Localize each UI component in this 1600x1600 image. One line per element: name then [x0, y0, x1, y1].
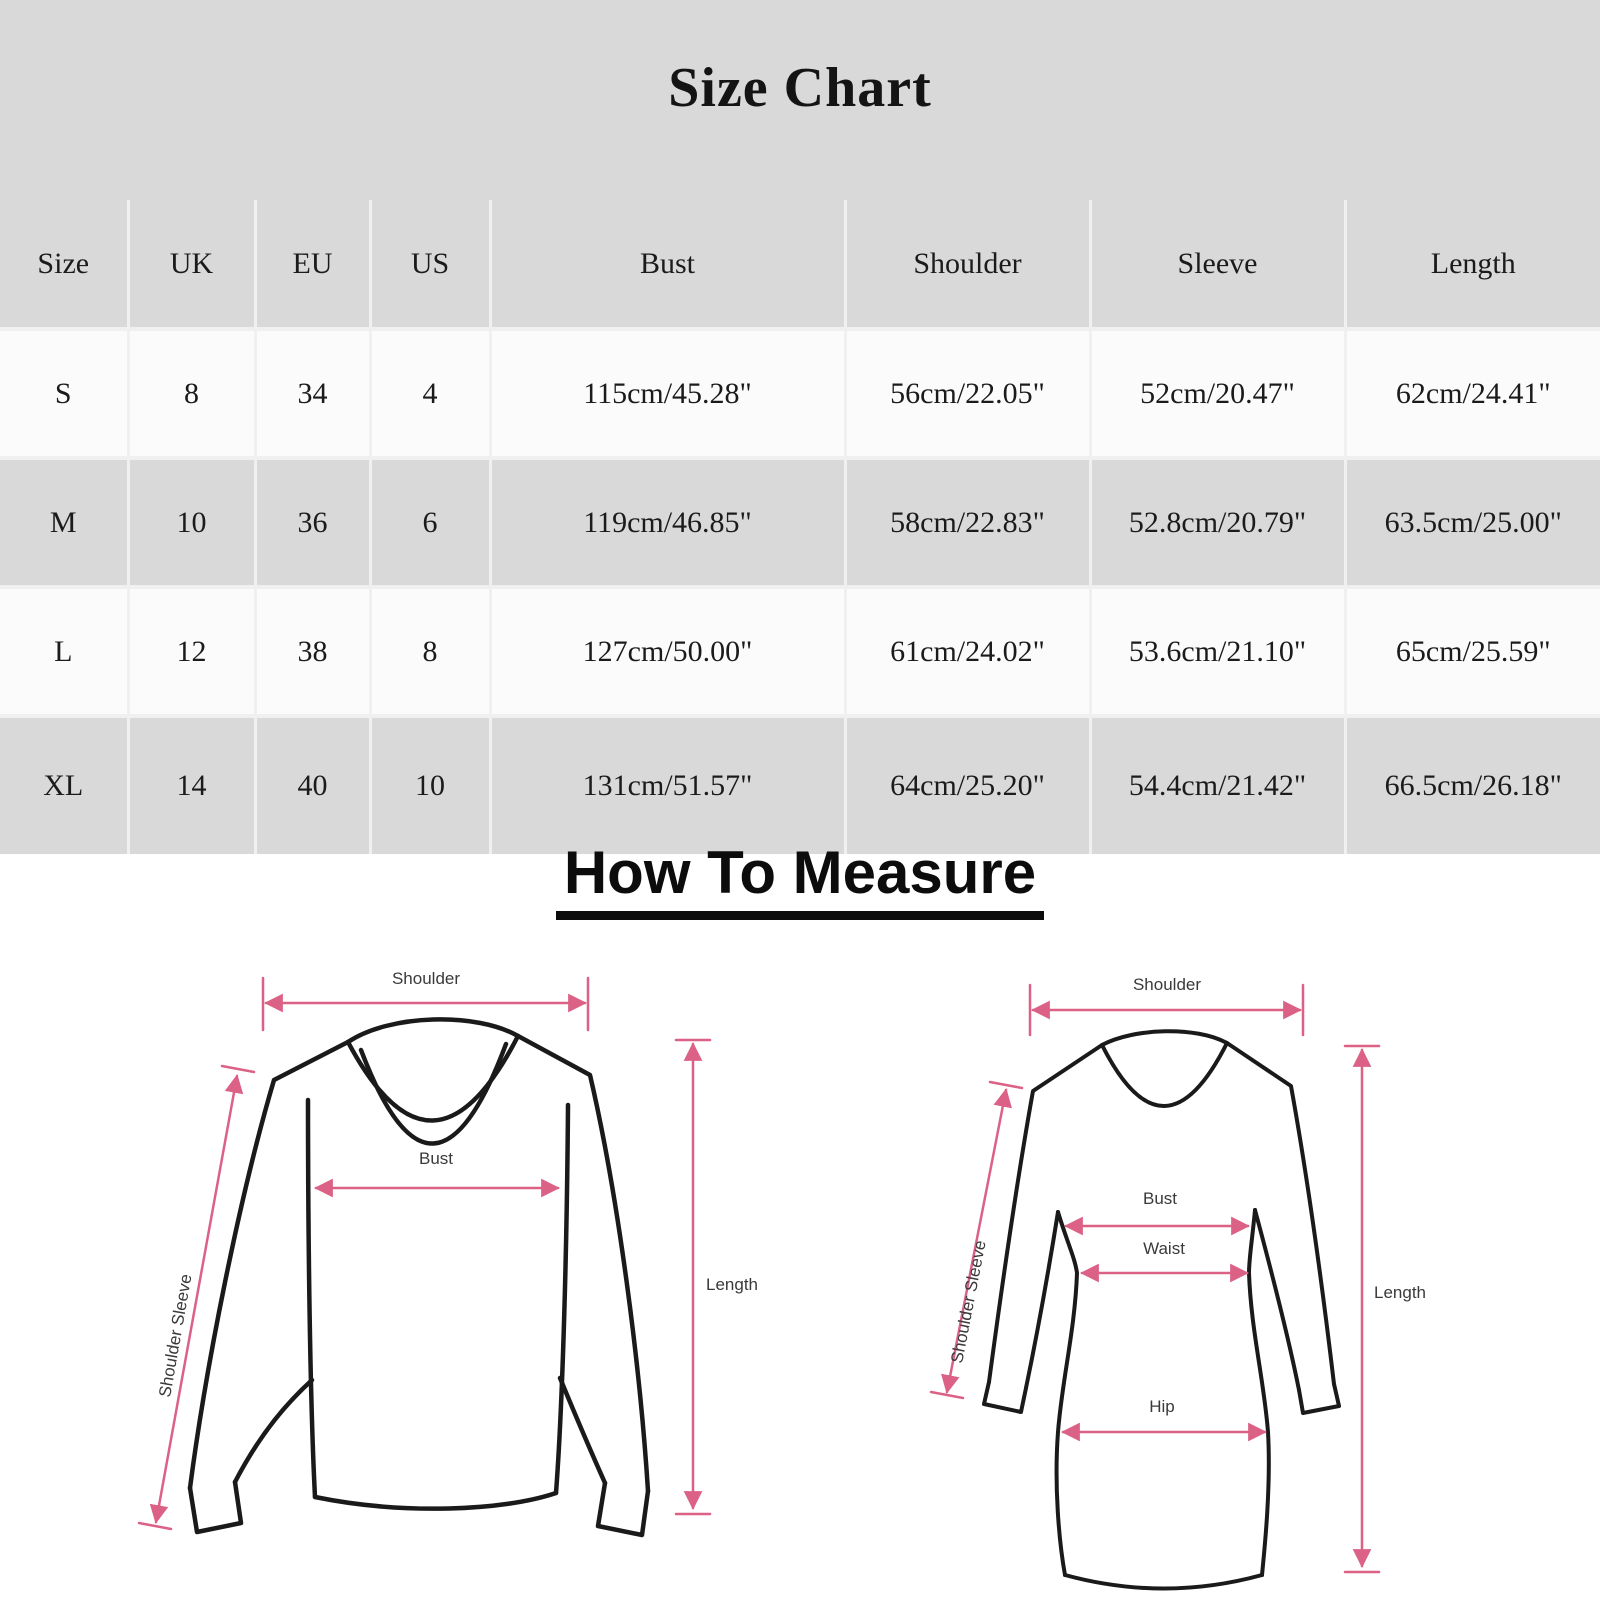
cell-size: S — [0, 329, 128, 458]
waist-label: Waist — [1143, 1239, 1185, 1258]
extension-tick — [139, 1523, 171, 1529]
cell-shoulder: 61cm/24.02" — [845, 587, 1090, 716]
cell-shoulder: 56cm/22.05" — [845, 329, 1090, 458]
cell-uk: 10 — [128, 458, 255, 587]
cell-length: 62cm/24.41" — [1345, 329, 1600, 458]
cell-uk: 8 — [128, 329, 255, 458]
cell-us: 8 — [370, 587, 490, 716]
how-to-measure-heading — [0, 838, 1600, 920]
cell-uk: 12 — [128, 587, 255, 716]
cell-size: L — [0, 587, 128, 716]
column-header-bust: Bust — [490, 200, 845, 329]
hip-label: Hip — [1149, 1397, 1175, 1416]
column-header-length: Length — [1345, 200, 1600, 329]
column-header-uk: UK — [128, 200, 255, 329]
table-row-s — [0, 329, 1600, 458]
cell-eu: 34 — [255, 329, 370, 458]
dress-measure-diagram — [862, 940, 1522, 1600]
column-header-eu: EU — [255, 200, 370, 329]
cell-uk: 14 — [128, 716, 255, 854]
how-to-measure-title: How To Measure — [556, 841, 1044, 920]
extension-tick — [222, 1066, 254, 1072]
table-row-m — [0, 458, 1600, 587]
cell-sleeve: 52cm/20.47" — [1090, 329, 1345, 458]
table-row-l — [0, 587, 1600, 716]
cell-eu: 36 — [255, 458, 370, 587]
cell-shoulder: 64cm/25.20" — [845, 716, 1090, 854]
table-row-xl — [0, 716, 1600, 854]
length-label: Length — [706, 1275, 758, 1294]
shoulder-sleeve-label: Shoulder Sleeve — [155, 1272, 196, 1399]
cell-size: XL — [0, 716, 128, 854]
bust-label: Bust — [1142, 1189, 1178, 1208]
extension-tick — [990, 1082, 1022, 1088]
column-header-size: Size — [0, 200, 128, 329]
cell-length: 63.5cm/25.00" — [1345, 458, 1600, 587]
cell-bust: 119cm/46.85" — [490, 458, 845, 587]
cell-bust: 127cm/50.00" — [490, 587, 845, 716]
cell-us: 6 — [370, 458, 490, 587]
cell-eu: 38 — [255, 587, 370, 716]
cell-size: M — [0, 458, 128, 587]
cell-eu: 40 — [255, 716, 370, 854]
cell-us: 10 — [370, 716, 490, 854]
shoulder-label: Shoulder — [391, 969, 461, 988]
page-title: Size Chart — [668, 57, 932, 119]
cell-bust: 131cm/51.57" — [490, 716, 845, 854]
column-header-us: US — [370, 200, 490, 329]
sweatshirt-outline — [190, 1019, 648, 1535]
shoulder-sleeve-label: Shoulder Sleeve — [947, 1238, 990, 1365]
cell-bust: 115cm/45.28" — [490, 329, 845, 458]
cell-length: 65cm/25.59" — [1345, 587, 1600, 716]
cell-length: 66.5cm/26.18" — [1345, 716, 1600, 854]
cell-us: 4 — [370, 329, 490, 458]
sweatshirt-measure-diagram — [108, 940, 768, 1600]
cell-shoulder: 58cm/22.83" — [845, 458, 1090, 587]
bust-label: Bust — [418, 1149, 454, 1168]
size-table-header-row — [0, 200, 1600, 329]
cell-sleeve: 53.6cm/21.10" — [1090, 587, 1345, 716]
shoulder-label: Shoulder — [1132, 975, 1202, 994]
size-table — [0, 200, 1600, 854]
length-label: Length — [1374, 1283, 1426, 1302]
column-header-shoulder: Shoulder — [845, 200, 1090, 329]
cell-sleeve: 52.8cm/20.79" — [1090, 458, 1345, 587]
column-header-sleeve: Sleeve — [1090, 200, 1345, 329]
dress-outline — [984, 1031, 1339, 1588]
cell-sleeve: 54.4cm/21.42" — [1090, 716, 1345, 854]
